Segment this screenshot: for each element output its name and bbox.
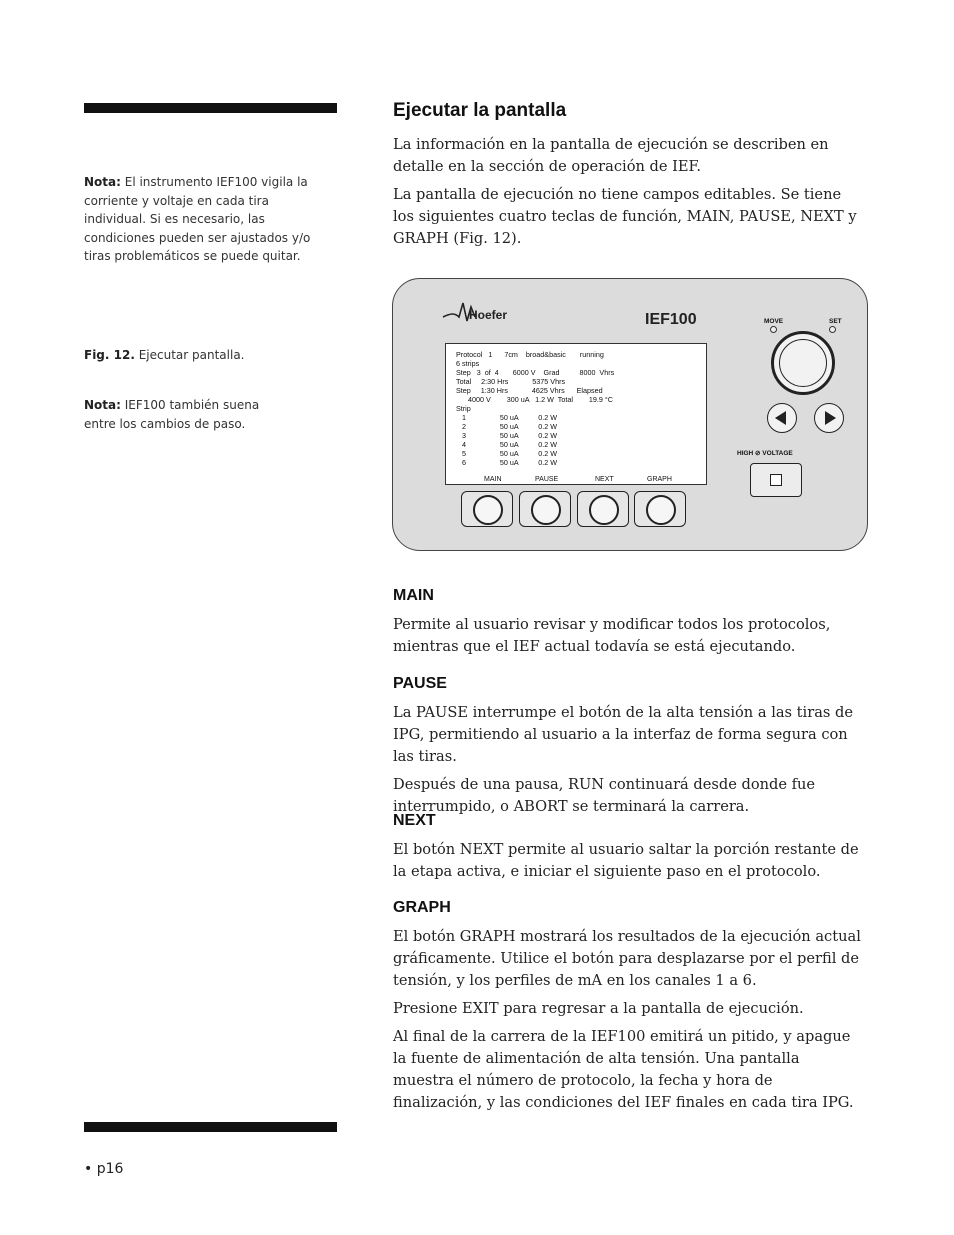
screen-label-next: NEXT	[595, 476, 614, 483]
left-arrow-button[interactable]	[767, 403, 797, 433]
figure-caption: Fig. 12. Ejecutar pantalla.	[84, 348, 245, 362]
section-paragraph: Después de una pausa, RUN continuará desde donde fue interrumpido, o ABORT se terminará la carrera.	[393, 776, 816, 815]
screen-line: 1 50 uA 0.2 W	[456, 413, 558, 422]
high-voltage-button[interactable]	[750, 463, 802, 497]
move-label: MOVE	[764, 318, 784, 325]
move-led-icon	[770, 326, 777, 333]
section-title-pause: PAUSE	[393, 675, 447, 692]
section-paragraph: El botón NEXT permite al usuario saltar la porción restante de la etapa activa, e iniciar el siguiente paso en el protocolo.	[393, 841, 859, 880]
section-paragraph: El botón GRAPH mostrará los resultados de la ejecución actual gráficamente. Utilice el botón para desplazarse por el perfil de tensión, y los perfiles de mA en los canales 1 a 6.	[393, 928, 861, 989]
screen-line: Step 3 of 4 6000 V Grad 8000 Vhrs	[456, 368, 615, 377]
section-paragraph: Permite al usuario revisar y modificar todos los protocolos, mientras que el IEF actual todavía se está ejecutando.	[393, 616, 831, 655]
screen-line: 3 50 uA 0.2 W	[456, 431, 558, 440]
section-paragraph: Presione EXIT para regresar a la pantalla de ejecución.	[393, 1000, 804, 1017]
pause-function-key[interactable]	[519, 491, 571, 527]
set-label: SET	[829, 318, 842, 325]
next-function-key[interactable]	[577, 491, 629, 527]
graph-function-key[interactable]	[634, 491, 686, 527]
screen-label-main: MAIN	[484, 476, 502, 483]
screen-line: 6 strips	[456, 359, 480, 368]
screen-label-pause: PAUSE	[535, 476, 559, 483]
model-label: IEF100	[645, 311, 697, 328]
section-title-next: NEXT	[393, 812, 436, 829]
right-arrow-button[interactable]	[814, 403, 844, 433]
screen-line: Protocol 1 7cm broad&basic running	[456, 350, 604, 359]
triangle-left-icon	[775, 411, 786, 425]
section-title-graph: GRAPH	[393, 899, 451, 916]
page-number: • p16	[84, 1161, 124, 1177]
page-title: Ejecutar la pantalla	[393, 100, 567, 121]
triangle-right-icon	[825, 411, 836, 425]
sidebar-note-2: Nota: IEF100 también suena entre los cambios de paso.	[84, 398, 260, 431]
screen-line: Strip	[456, 404, 471, 413]
screen-label-graph: GRAPH	[647, 476, 672, 483]
section-next	[393, 839, 865, 889]
screen-line: 6 50 uA 0.2 W	[456, 458, 558, 467]
set-led-icon	[829, 326, 836, 333]
main-function-key[interactable]	[461, 491, 513, 527]
intro-paragraph: La información en la pantalla de ejecución se describen en detalle en la sección de operación de IEF.	[393, 136, 829, 175]
intro	[393, 134, 865, 256]
section-title-main: MAIN	[393, 587, 434, 604]
section-main	[393, 614, 865, 664]
ief100-front-panel: Hoefer IEF100 Protocol 1 7cm broad&basic running 6 strips Step 3 of 4 6000 V Grad 8000 Vhrs Total 2:30 Hrs 5375 Vhrs Step 1:30 Hrs 4625 Vhrs Elapsed 4000 V 300 uA 1.2 W Total 19.9 °C Strip 1 50 uA 0.2 W 2 50 uA 0.2 W 3 50 uA 0.2 W 4 50 uA 0.2 W 5 50 uA 0.2 W 6 50 uA 0.2 W MAIN PAUSE NEXT GRAPH MOVE SET HIGH ⊘ VOLTAGE	[392, 278, 868, 551]
screen-line: 4000 V 300 uA 1.2 W Total 19.9 °C	[456, 395, 613, 404]
screen-line: Total 2:30 Hrs 5375 Vhrs	[456, 377, 566, 386]
section-graph	[393, 926, 865, 1120]
screen-line: 2 50 uA 0.2 W	[456, 422, 558, 431]
high-voltage-label: HIGH ⊘ VOLTAGE	[737, 450, 793, 457]
top-rule	[84, 103, 337, 113]
screen-line: Step 1:30 Hrs 4625 Vhrs Elapsed	[456, 386, 603, 395]
run-screen	[445, 343, 707, 485]
screen-line: 4 50 uA 0.2 W	[456, 440, 558, 449]
screen-line: 5 50 uA 0.2 W	[456, 449, 558, 458]
section-paragraph: La PAUSE interrumpe el botón de la alta tensión a las tiras de IPG, permitiendo al usuario a la interfaz de forma segura con las tiras.	[393, 704, 854, 765]
bottom-rule	[84, 1122, 337, 1132]
sidebar-note-1: Nota: El instrumento IEF100 vigila la corriente y voltaje en cada tira individual. Si es necesario, las condiciones pueden ser ajustados y/o tiras problemáticos se puede quitar.	[84, 175, 311, 263]
control-knob[interactable]	[771, 331, 835, 395]
section-paragraph: Al final de la carrera de la IEF100 emitirá un pitido, y apague la fuente de alimentación de alta tensión. Una pantalla muestra el número de protocolo, la fecha y hora de finalización, y las condiciones del IEF finales en cada tira IPG.	[393, 1028, 854, 1111]
intro-paragraph: La pantalla de ejecución no tiene campos editables. Se tiene los siguientes cuatro teclas de función, MAIN, PAUSE, NEXT y GRAPH (Fig. 12).	[393, 186, 857, 247]
section-pause	[393, 702, 865, 824]
